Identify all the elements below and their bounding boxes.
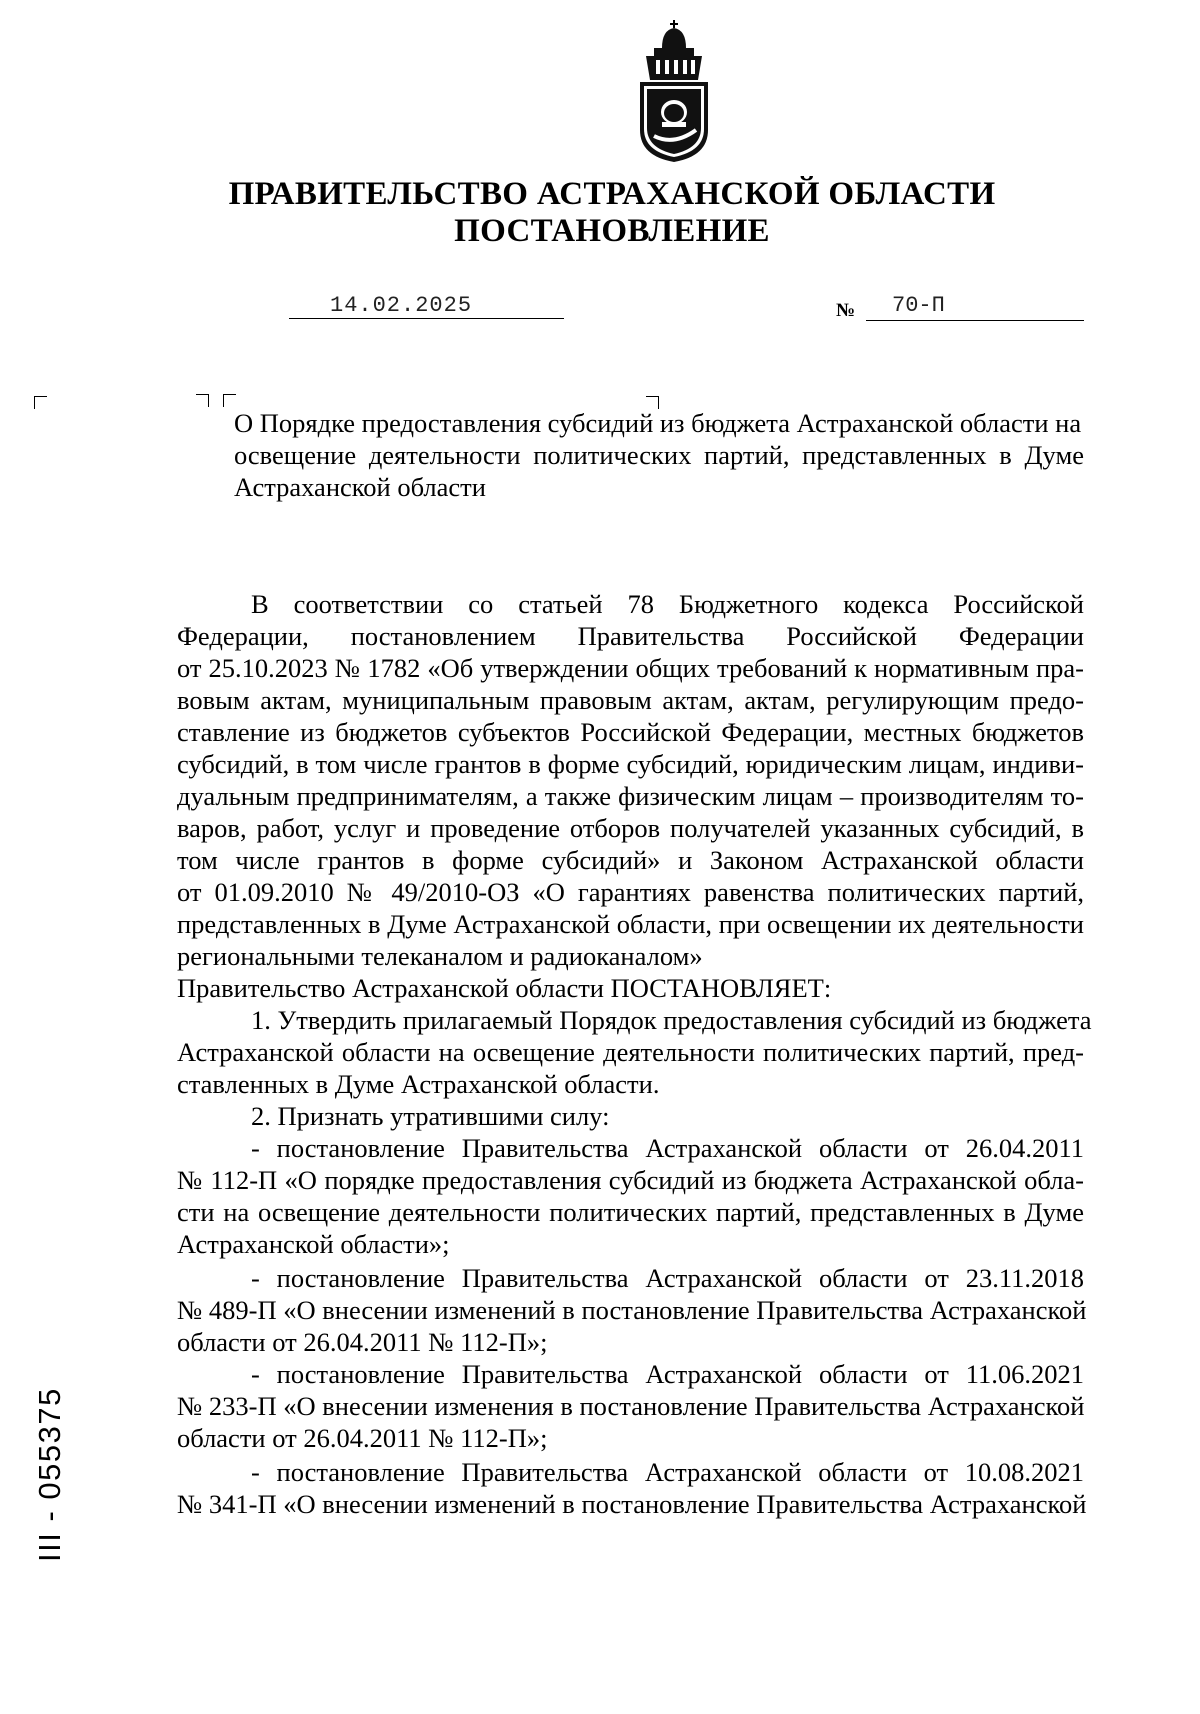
- number-label: №: [836, 300, 856, 321]
- corner-mark: [196, 394, 209, 407]
- body-line: 1. Утвердить прилагаемый Порядок предоставления субсидий из бюджета: [251, 1005, 1092, 1035]
- date-underline: [289, 318, 564, 319]
- body-line: Астраханской области»;: [177, 1229, 450, 1259]
- body-line: Астраханской области на освещение деятельности политических партий, пред-: [177, 1037, 1084, 1067]
- body-line: представленных в Думе Астраханской области, при освещении их деятельности: [177, 909, 1084, 939]
- body-line: субсидий, в том числе грантов в форме субсидий, юридическим лицам, индиви-: [177, 749, 1084, 779]
- body-line: том числе грантов в форме субсидий» и Законом Астраханской области: [177, 845, 1084, 875]
- body-line: варов, работ, услуг и проведение отборов получателей указанных субсидий, в: [177, 813, 1084, 843]
- number-underline: [866, 320, 1084, 321]
- body-line: дуальным предпринимателям, а также физическим лицам – производителям то-: [177, 781, 1084, 811]
- document-date: 14.02.2025: [330, 293, 473, 318]
- body-line: № 489-П «О внесении изменений в постановление Правительства Астраханской: [177, 1295, 1087, 1325]
- body-line: региональными телеканалом и радиоканалом»: [177, 941, 703, 971]
- body-line: Федерации, постановлением Правительства Российской Федерации: [177, 621, 1084, 651]
- body-line: - постановление Правительства Астраханской области от 10.08.2021: [251, 1457, 1084, 1487]
- corner-mark: [223, 394, 236, 407]
- title-line: О Порядке предоставления субсидий из бюджета Астраханской области на: [234, 408, 1082, 438]
- body-line: - постановление Правительства Астраханской области от 23.11.2018: [251, 1263, 1084, 1293]
- body-line: - постановление Правительства Астраханской области от 26.04.2011: [251, 1133, 1084, 1163]
- registration-code: III - 055375: [32, 1387, 67, 1562]
- coat-of-arms-icon: [634, 18, 714, 164]
- title-line: освещение деятельности политических партий, представленных в Думе: [234, 440, 1084, 470]
- body-line: сти на освещение деятельности политических партий, представленных в Думе: [177, 1197, 1084, 1227]
- body-line: от 01.09.2010 № 49/2010-ОЗ «О гарантиях равенства политических партий,: [177, 877, 1084, 907]
- document-type-title: ПОСТАНОВЛЕНИЕ: [454, 213, 770, 249]
- body-line: - постановление Правительства Астраханской области от 11.06.2021: [251, 1359, 1084, 1389]
- body-line: области от 26.04.2011 № 112-П»;: [177, 1423, 548, 1453]
- body-line: ставленных в Думе Астраханской области.: [177, 1069, 660, 1099]
- body-line: от 25.10.2023 № 1782 «Об утверждении общих требований к нормативным пра-: [177, 653, 1084, 683]
- body-line: ставление из бюджетов субъектов Российской Федерации, местных бюджетов: [177, 717, 1084, 747]
- body-line: № 112-П «О порядке предоставления субсидий из бюджета Астраханской обла-: [177, 1165, 1084, 1195]
- body-line: 2. Признать утратившими силу:: [251, 1101, 610, 1131]
- body-line: вовым актам, муниципальным правовым актам, актам, регулирующим предо-: [177, 685, 1084, 715]
- body-line: В соответствии со статьей 78 Бюджетного кодекса Российской: [251, 589, 1084, 619]
- body-line: № 233-П «О внесении изменения в постановление Правительства Астраханской: [177, 1391, 1085, 1421]
- document-number: 70-П: [892, 293, 945, 318]
- title-line: Астраханской области: [234, 472, 486, 502]
- corner-mark: [34, 396, 47, 409]
- body-line: области от 26.04.2011 № 112-П»;: [177, 1327, 548, 1357]
- body-line: Правительство Астраханской области ПОСТАНОВЛЯЕТ:: [177, 973, 832, 1003]
- body-line: № 341-П «О внесении изменений в постановление Правительства Астраханской: [177, 1489, 1087, 1519]
- organization-title: ПРАВИТЕЛЬСТВО АСТРАХАНСКОЙ ОБЛАСТИ: [228, 176, 996, 212]
